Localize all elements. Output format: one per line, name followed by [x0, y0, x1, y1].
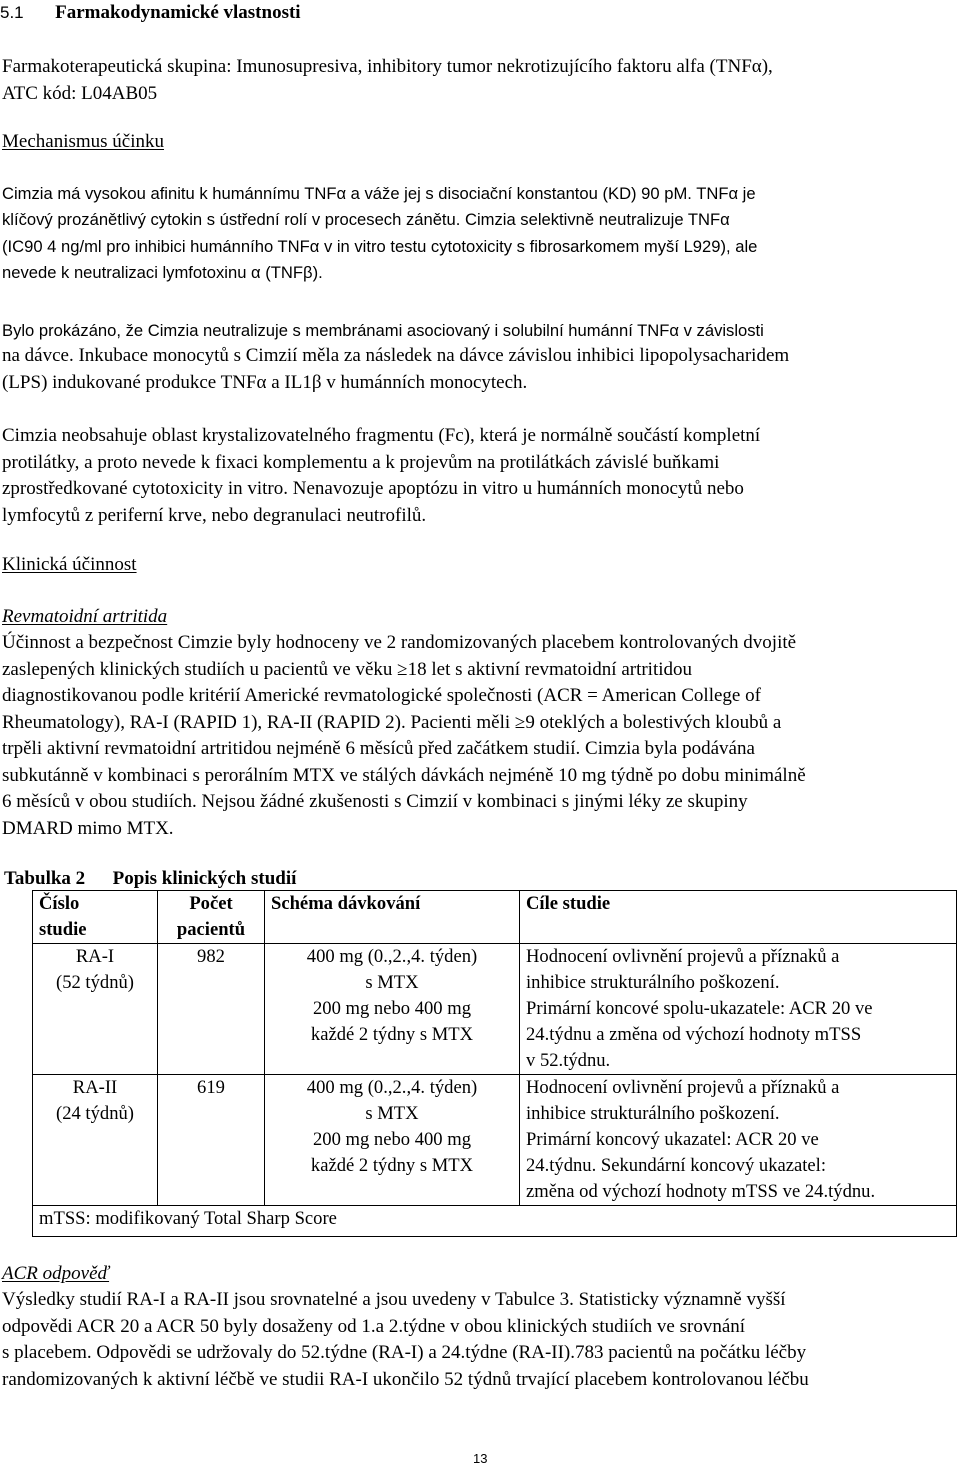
- text-line: DMARD mimo MTX.: [2, 817, 174, 839]
- text-line: diagnostikovanou podle kritérií Americké revmatologické společnosti (ACR = American College of: [2, 685, 761, 706]
- text-line: nevede k neutralizaci lymfotoxinu α (TNFβ).: [2, 262, 323, 282]
- ra-paragraph: [2, 630, 806, 842]
- table-caption: Popis klinických studií: [112, 868, 297, 889]
- header-study-number: Číslo studie: [33, 891, 158, 944]
- text-line: zaslepených klinických studiích u pacientů ve věku ≥18 let s aktivní revmatoidní artritidou: [2, 658, 693, 680]
- table-row: [33, 944, 957, 1075]
- studies-table: [32, 890, 957, 1237]
- header-dosing-schema: Schéma dávkování: [265, 891, 520, 944]
- cell-goals: Hodnocení ovlivnění projevů a příznaků a inhibice strukturálního poškození. Primární koncové spolu-ukazatele: ACR 20 ve 24.týdnu a změna od výchozí hodnoty mTSS v 52.týdnu.: [520, 944, 957, 1075]
- text-line: Cimzia má vysokou afinitu k humánnímu TNFα a váže jej s disociační konstantou (KD) 90 pM. TNFα je: [2, 184, 756, 203]
- text-line: 6 měsíců v obou studiích. Nejsou žádné zkušenosti s Cimzií v kombinaci s jinými léky ze skupiny: [2, 791, 748, 812]
- mechanism-paragraph-1: [2, 181, 757, 286]
- cell-dosing: 400 mg (0.,2.,4. týden) s MTX 200 mg nebo 400 mg každé 2 týdny s MTX: [265, 944, 520, 1075]
- text-line: odpovědi ACR 20 a ACR 50 byly dosaženy od 1.a 2.týdne v obou klinických studiích ve srovnání: [2, 1315, 746, 1337]
- text-line: lymfocytů z periferní krve, nebo degranulaci neutrofilů.: [2, 504, 427, 526]
- table-header-row: [33, 891, 957, 944]
- cell-patients: 982: [158, 944, 265, 1075]
- table-footnote-row: [33, 1206, 957, 1237]
- text-line: Výsledky studií RA-I a RA-II jsou srovnatelné a jsou uvedeny v Tabulce 3. Statisticky významně vyšší: [2, 1289, 786, 1310]
- text-line: Bylo prokázáno, že Cimzia neutralizuje s membránami asociovaný i solubilní humánní TNFα v závislosti: [2, 321, 764, 340]
- text-line: randomizovaných k aktivní léčbě ve studii RA-I ukončilo 52 týdnů trvající placebem kontrolovanou léčbu: [2, 1368, 809, 1390]
- table-label: Tabulka 2: [4, 868, 86, 889]
- table-footnote: mTSS: modifikovaný Total Sharp Score: [33, 1206, 957, 1237]
- mechanism-paragraph-2-cont: [2, 343, 789, 396]
- clinical-efficacy-heading: Klinická účinnost: [2, 554, 137, 575]
- text-line: subkutánně v kombinaci s perorálním MTX ve stálých dávkách nejméně 10 mg týdně po dobu minimálně: [2, 764, 806, 786]
- text-line: protilátky, a proto nevede k fixaci komplementu a k projevům na protilátkách závislé buňkami: [2, 451, 720, 473]
- section-heading: [0, 2, 301, 24]
- cell-study: RA-I (52 týdnů): [33, 944, 158, 1075]
- page-number: 13: [473, 1451, 488, 1466]
- header-patient-count: Počet pacientů: [158, 891, 265, 944]
- text-line: klíčový prozánětlivý cytokin s ústřední rolí v procesech zánětu. Cimzia selektivně neutralizuje TNFα: [2, 210, 730, 230]
- text-line: (LPS) indukované produkce TNFα a IL1β v humánních monocytech.: [2, 371, 528, 393]
- ra-heading: Revmatoidní artritida: [2, 606, 168, 627]
- acr-heading: [2, 1261, 109, 1288]
- mechanism-heading: Mechanismus účinku: [2, 131, 165, 152]
- mechanism-paragraph-2: [2, 318, 764, 344]
- text-line: zprostředkované cytotoxicity in vitro. Nenavozuje apoptózu in vitro u humánních monocytů nebo: [2, 478, 744, 499]
- text-line: trpěli aktivní revmatoidní artritidou nejméně 6 měsíců před začátkem studií. Cimzia byla podávána: [2, 738, 755, 759]
- cell-study: RA-II (24 týdnů): [33, 1075, 158, 1206]
- cell-goals: Hodnocení ovlivnění projevů a příznaků a inhibice strukturálního poškození. Primární koncový ukazatel: ACR 20 ve 24.týdnu. Sekundární koncový ukazatel: změna od výchozí hodnoty mTSS ve 24.týdnu.: [520, 1075, 957, 1206]
- cell-patients: 619: [158, 1075, 265, 1206]
- text-line: Účinnost a bezpečnost Cimzie byly hodnoceny ve 2 randomizovaných placebem kontrolovaných dvojitě: [2, 632, 797, 653]
- text-line: Farmakoterapeutická skupina: Imunosupresiva, inhibitory tumor nekrotizujícího faktoru alfa (TNFα),: [2, 56, 773, 77]
- text-line: Cimzia neobsahuje oblast krystalizovatelného fragmentu (Fc), která je normálně součástí kompletní: [2, 425, 761, 446]
- pharmacotherapeutic-group: [2, 54, 773, 107]
- text-line: s placebem. Odpovědi se udržovaly do 52.týdne (RA-I) a 24.týdne (RA-II).783 pacientů na počátku léčby: [2, 1342, 807, 1363]
- text-line: (IC90 4 ng/ml pro inhibici humánního TNFα v in vitro testu cytotoxicity s fibrosarkomem myší L929), ale: [2, 236, 758, 256]
- acr-heading-text: ACR odpověď: [2, 1263, 110, 1284]
- text-line: Rheumatology), RA-I (RAPID 1), RA-II (RAPID 2). Pacienti měli ≥9 oteklých a bolestivých kloubů a: [2, 711, 782, 733]
- table-title: [4, 866, 296, 893]
- section-title: Farmakodynamické vlastnosti: [55, 2, 301, 23]
- text-line: na dávce. Inkubace monocytů s Cimzií měla za následek na dávce závislou inhibici lipopolysacharidem: [2, 345, 790, 366]
- acr-paragraph: [2, 1287, 809, 1393]
- header-study-goals: Cíle studie: [520, 891, 957, 944]
- mechanism-paragraph-3: [2, 423, 760, 529]
- table-row: [33, 1075, 957, 1206]
- text-line: ATC kód: L04AB05: [2, 82, 158, 104]
- cell-dosing: 400 mg (0.,2.,4. týden) s MTX 200 mg nebo 400 mg každé 2 týdny s MTX: [265, 1075, 520, 1206]
- section-number: 5.1: [0, 3, 24, 22]
